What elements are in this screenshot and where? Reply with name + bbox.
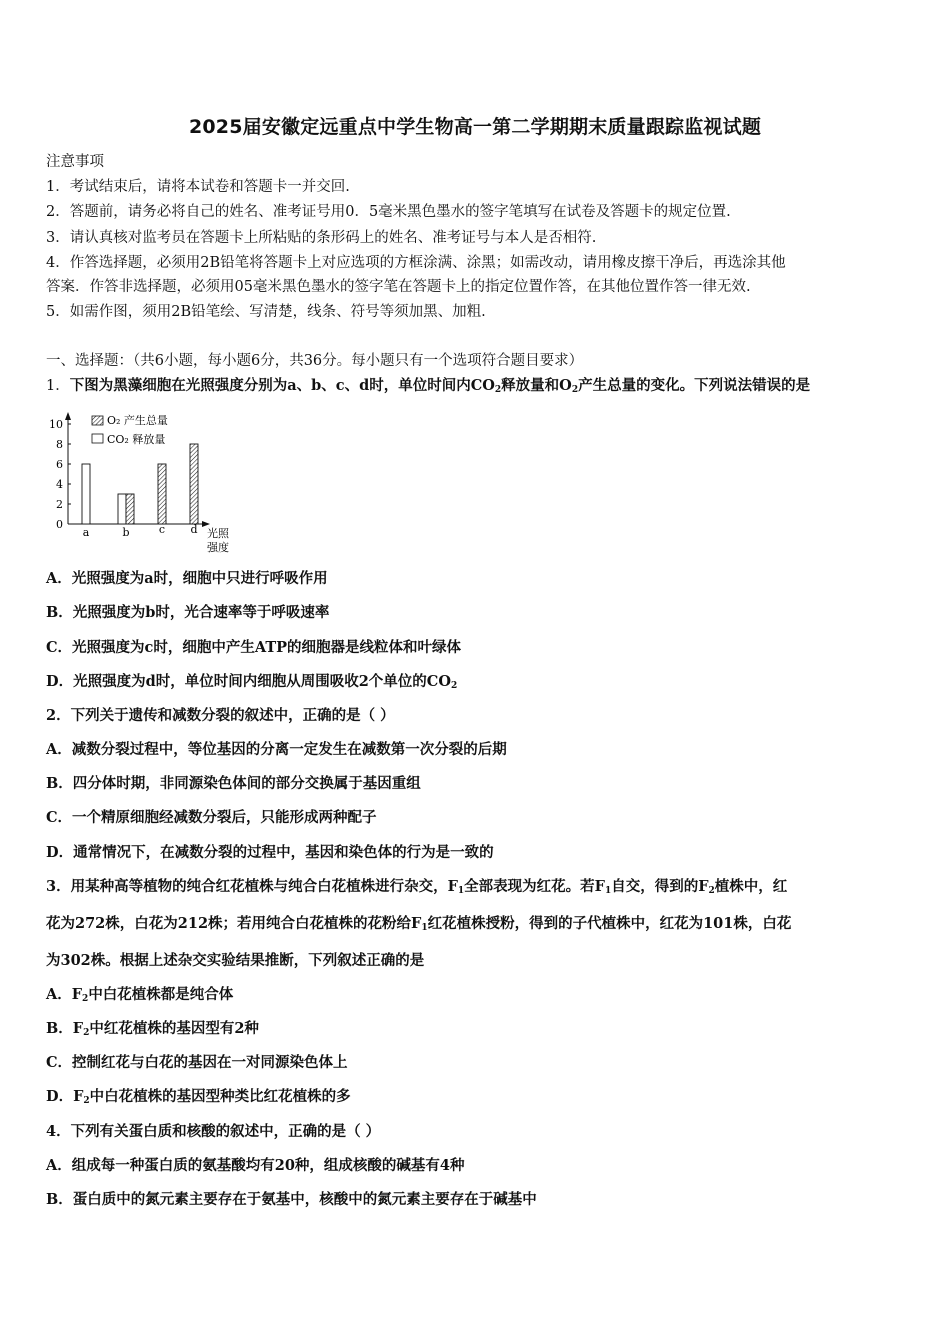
q1-option-a[interactable]: A．光照强度为a时，细胞中只进行呼吸作用 (46, 570, 328, 587)
question-1-number: 1． (46, 378, 70, 394)
q2-option-b[interactable]: B．四分体时期，非同源染色体间的部分交换属于基因重组 (46, 775, 421, 792)
q1-option-c[interactable]: C．光照强度为c时，细胞中产生ATP的细胞器是线粒体和叶绿体 (46, 639, 462, 656)
q2-option-a[interactable]: A．减数分裂过程中，等位基因的分离一定发生在减数第一次分裂的后期 (46, 741, 507, 758)
q4-option-b[interactable]: B．蛋白质中的氮元素主要存在于氨基中，核酸中的氮元素主要存在于碱基中 (46, 1191, 537, 1208)
legend-co2-label: CO₂ 释放量 (107, 433, 166, 446)
q1-option-b[interactable]: B．光照强度为b时，光合速率等于呼吸速率 (46, 604, 330, 621)
q2-option-d[interactable]: D．通常情况下，在减数分裂的过程中，基因和染色体的行为是一致的 (46, 844, 494, 861)
bar-o2-d (190, 444, 198, 524)
notice-item-5: 5．如需作图，须用2B铅笔绘、写清楚，线条、符号等须加黑、加粗. (46, 304, 486, 320)
x-category-label: c (158, 523, 166, 536)
notice-item-2: 2．答题前，请务必将自己的姓名、准考证号用0．5毫米黑色墨水的签字笔填写在试卷及答题卡的规定位置. (46, 204, 731, 220)
q3-option-c[interactable]: C．控制红花与白花的基因在一对同源染色体上 (46, 1054, 348, 1071)
notice-item-1: 1．考试结束后，请将本试卷和答题卡一并交回. (46, 179, 350, 195)
y-tick-label: 2 (56, 498, 63, 511)
question-3-stem-line1: 3．用某种高等植物的纯合红花植株与纯合白花植株进行杂交，$F_1$全部表现为红花。若$F_1$自交，得到的$F_2$植株中，红 (46, 878, 788, 896)
notice-item-4-cont: 答案．作答非选择题，必须用05毫米黑色墨水的签字笔在答题卡上的指定位置作答，在其他位置作答一律无效. (46, 279, 751, 295)
question-4-stem: 4．下列有关蛋白质和核酸的叙述中，正确的是（ ） (46, 1123, 381, 1140)
notice-item-4: 4．作答选择题，必须用2B铅笔将答题卡上对应选项的方框涂满、涂黑；如需改动，请用橡皮擦干净后，再选涂其他 (46, 255, 786, 271)
legend-co2-swatch (92, 434, 103, 443)
y-tick-label: 8 (56, 438, 63, 451)
y-axis-arrow (65, 412, 71, 420)
bar-co2-b (118, 494, 126, 524)
y-tick-label: 0 (56, 518, 63, 531)
section-heading: 一、选择题：（共6小题，每小题6分，共36分。每小题只有一个选项符合题目要求） (46, 353, 584, 369)
q2-option-c[interactable]: C．一个精原细胞经减数分裂后，只能形成两种配子 (46, 809, 377, 826)
q3-option-a[interactable]: A．$F_2$中白花植株都是纯合体 (46, 986, 234, 1004)
legend-o2-swatch (92, 416, 103, 425)
q3-option-d[interactable]: D．$F_2$中白花植株的基因型种类比红花植株的多 (46, 1088, 351, 1106)
question-3-stem-line2: 花为272株，白花为212株；若用纯合白花植株的花粉给$F_1$红花植株授粉，得到的子代植株中，红花为101株，白花 (46, 915, 792, 933)
notice-heading: 注意事项 (46, 154, 104, 170)
q4-option-a[interactable]: A．组成每一种蛋白质的氨基酸均有20种，组成核酸的碱基有4种 (46, 1157, 465, 1174)
q1-option-d[interactable]: D．光照强度为d时，单位时间内细胞从周围吸收2个单位的$CO_2$ (46, 673, 458, 691)
notice-item-3: 3．请认真核对监考员在答题卡上所粘贴的条形码上的姓名、准考证号与本人是否相符. (46, 230, 597, 246)
x-category-label: a (82, 526, 90, 539)
bar-co2-a (82, 464, 90, 524)
bar-chart (44, 404, 244, 559)
q3-option-b[interactable]: B．$F_2$中红花植株的基因型有2种 (46, 1020, 259, 1038)
bar-o2-b (126, 494, 134, 524)
x-category-label: b (122, 526, 130, 539)
x-axis-label-line1: 光照 (207, 527, 229, 540)
bar-o2-c (158, 464, 166, 524)
legend-o2-label: O₂ 产生总量 (107, 414, 168, 427)
question-2-stem: 2．下列关于遗传和减数分裂的叙述中，正确的是（ ） (46, 707, 395, 724)
y-tick-label: 10 (49, 418, 63, 431)
y-tick-label: 6 (56, 458, 63, 471)
question-1-stem: 1．下图为黑藻细胞在光照强度分别为a、b、c、d时，单位时间内$CO_2$释放量和$O_2$产生总量的变化。下列说法错误的是 (46, 377, 811, 395)
y-tick-label: 4 (56, 478, 63, 491)
x-category-label: d (190, 523, 198, 536)
question-3-stem-line3: 为302株。根据上述杂交实验结果推断，下列叙述正确的是 (46, 952, 425, 969)
x-axis-label-line2: 强度 (207, 541, 229, 554)
page-title: 2025届安徽定远重点中学生物高一第二学期期末质量跟踪监视试题 (188, 116, 762, 138)
